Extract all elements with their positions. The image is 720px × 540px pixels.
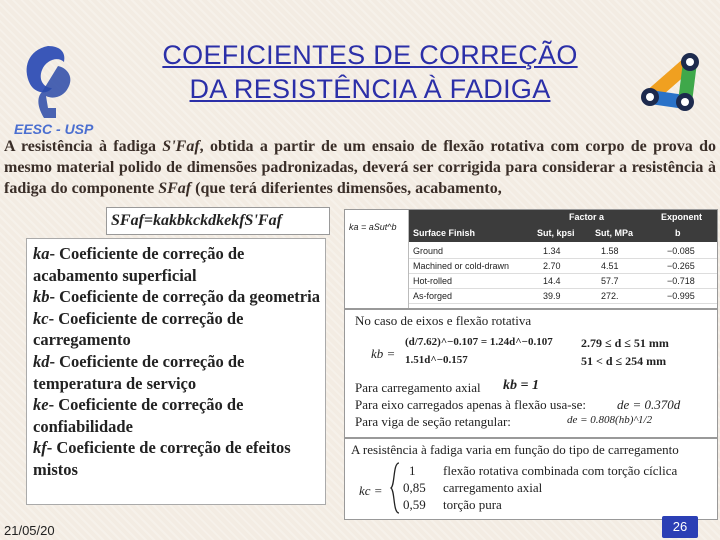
kc-value: 0,59 xyxy=(403,497,426,512)
page-number: 26 xyxy=(662,516,698,538)
kc-label: kc = xyxy=(359,483,383,498)
intro-text-3: (que terá diferientes dimensões, acabamento, xyxy=(191,180,502,197)
kb-retang: Para viga de seção retangular: xyxy=(355,414,511,429)
title-line-1: COEFICIENTES DE CORREÇÃO xyxy=(162,40,578,70)
kb-heading: No caso de eixos e flexão rotativa xyxy=(355,313,532,328)
title-line-2: DA RESISTÊNCIA À FADIGA xyxy=(189,74,551,104)
kb-label: kb = xyxy=(371,346,396,361)
intro-text-1: A resistência à fadiga xyxy=(4,138,163,155)
kc-case: flexão rotativa combinada com torção cíclica xyxy=(443,463,678,478)
coefficient-list-box xyxy=(26,238,326,505)
kb-eq-2: 1.51d^−0.157 xyxy=(405,354,468,366)
kb-axial: Para carregamento axial xyxy=(355,380,481,395)
kb-geometry-box xyxy=(344,309,718,438)
table-header xyxy=(409,210,717,242)
kc-heading: A resistência à fadiga varia em função do tipo de carregamento xyxy=(351,442,679,457)
header-finish: Surface Finish xyxy=(413,228,476,238)
table-body xyxy=(409,244,717,304)
kc-brace-icon xyxy=(389,461,401,515)
intro-symbol-2: SFaf xyxy=(158,180,192,197)
intro-symbol-1: S'Faf xyxy=(162,138,200,155)
coef-item: ke- Coeficiente de correção de confiabilidade xyxy=(33,395,244,436)
kb-flexao: Para eixo carregados apenas à flexão usa-se: xyxy=(355,397,586,412)
fatigue-formula: SFaf=kakbkckdkekfS'Faf xyxy=(106,207,330,235)
table-row: Ground 1.34 1.58 −0.085 xyxy=(409,244,717,259)
kc-case: carregamento axial xyxy=(443,480,543,495)
header-exponent: Exponent xyxy=(661,212,703,222)
coef-item: kb- Coeficiente de correção da geometria xyxy=(33,287,320,307)
kb-range-1: 2.79 ≤ d ≤ 51 mm xyxy=(581,336,669,350)
intro-text-2: , obtida a partir de um ensaio de flexão rotativa com corpo de prova do mesmo material polido de dimensões padronizadas, deverá ser corrigida para considerar a resistência à fadiga do componente xyxy=(4,138,717,197)
chain-link-logo xyxy=(630,42,710,122)
table-row: Machined or cold-drawn 2.70 4.51 −0.265 xyxy=(409,259,717,274)
kb-axial-eq: kb = 1 xyxy=(503,378,539,393)
coef-item: ka- Coeficiente de correção de acabamento superficial xyxy=(33,244,245,285)
header-kpsi: Sut, kpsi xyxy=(537,228,575,238)
header-b: b xyxy=(675,228,681,238)
kb-flexao-eq: de = 0.370d xyxy=(617,397,681,412)
kb-retang-eq: de = 0.808(hb)^1/2 xyxy=(567,414,653,426)
slide-date: 21/05/20 xyxy=(4,523,55,538)
header-factor: Factor a xyxy=(569,212,605,222)
intro-paragraph xyxy=(4,136,716,199)
kc-loading-box xyxy=(344,438,718,520)
kb-eq-1: (d/7.62)^−0.107 = 1.24d^−0.107 xyxy=(405,336,553,348)
coef-item: kc- Coeficiente de correção de carregamento xyxy=(33,308,244,350)
eesc-usp-logo xyxy=(8,38,108,138)
coefficient-list xyxy=(27,239,325,481)
table-row: As-forged 39.9 272. −0.995 xyxy=(409,289,717,304)
slide-title xyxy=(110,38,630,106)
kc-value: 1 xyxy=(409,463,416,478)
kc-case: torção pura xyxy=(443,497,502,512)
kb-range-2: 51 < d ≤ 254 mm xyxy=(581,354,667,368)
coef-item: kd- Coeficiente de correção de temperatura de serviço xyxy=(33,351,245,393)
table-row: Hot-rolled 14.4 57.7 −0.718 xyxy=(409,274,717,289)
coef-item: kf- Coeficiente de correção de efeitos mistos xyxy=(33,438,291,479)
svg-text:EESC - USP: EESC - USP xyxy=(14,121,94,137)
surface-finish-table xyxy=(344,209,718,309)
header-mpa: Sut, MPa xyxy=(595,228,634,238)
ka-formula: ka = aSut^b xyxy=(345,210,409,308)
kc-value: 0,85 xyxy=(403,480,426,495)
